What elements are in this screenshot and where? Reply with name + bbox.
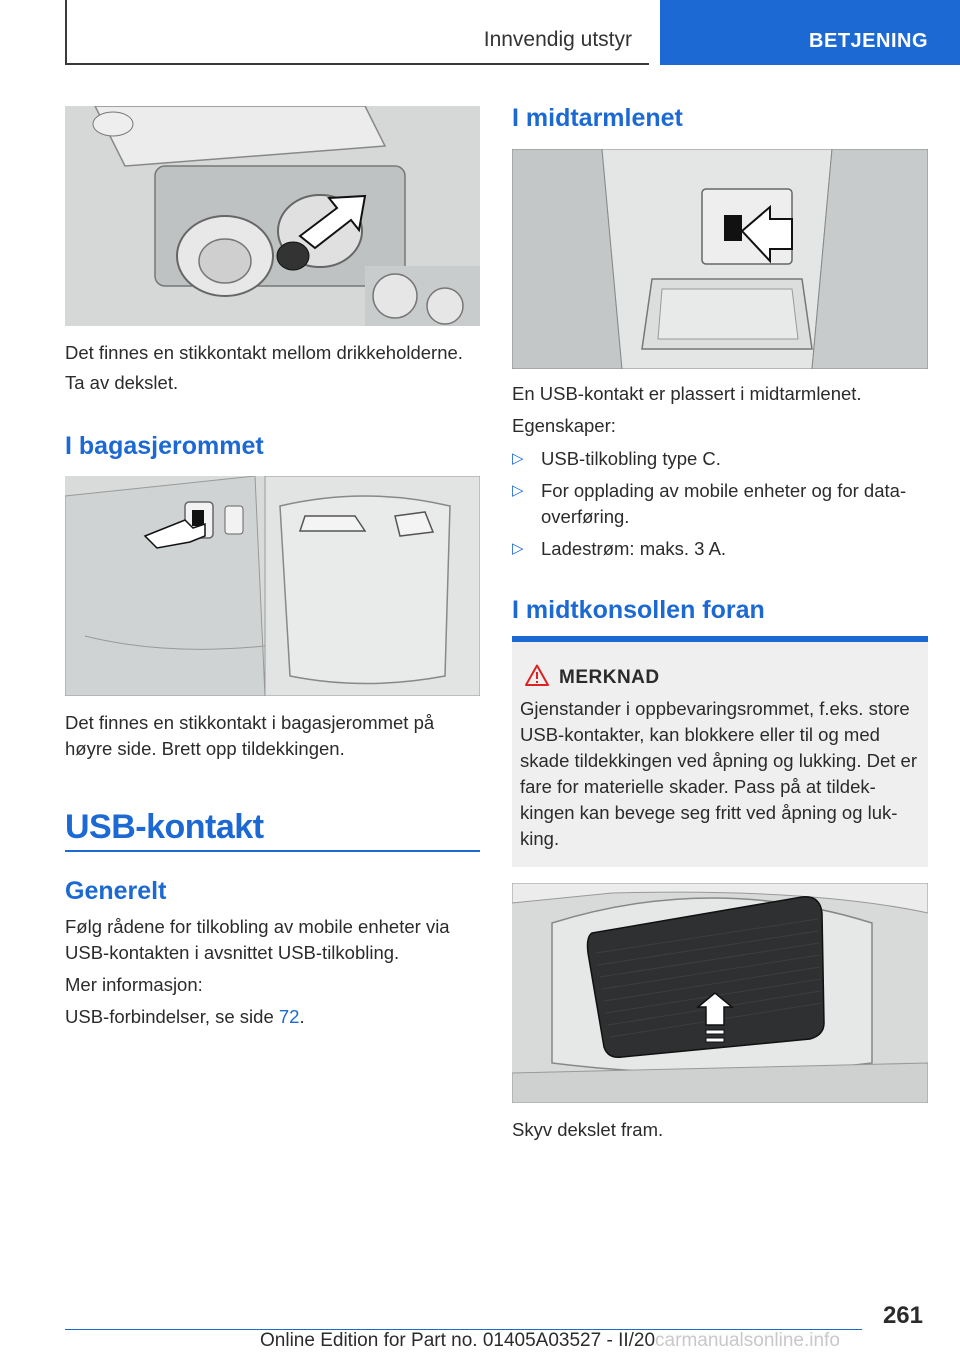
paragraph-properties: Egenskaper: [512, 415, 616, 436]
notice-body: Gjenstander i oppbevaringsrommet, f.eks. store USB-kontakter, kan blokkere eller til og med skade tildekkingen ved åpning og lukking. Det er fare for materielle skader. Pass på at tildekkingen kan bevege seg fritt ved åpning og lukking. [520, 698, 917, 849]
console-cover-illustration [512, 883, 928, 1103]
chapter-label: BETJENING [809, 30, 928, 52]
bullet-item [512, 536, 928, 564]
heading-usb-kontakt: USB-kontakt [65, 808, 264, 846]
chapter-tab [660, 0, 960, 65]
paragraph-slide-cover: Skyv dekslet fram. [512, 1119, 664, 1140]
triangle-bullet-icon: ▷ [512, 482, 524, 499]
paragraph-cupholder: Det finnes en stikkontakt mellom drikkeholderne. [65, 342, 463, 363]
page-number: 261 [882, 1302, 923, 1329]
heading-midtarmlenet: I midtarmlenet [512, 104, 683, 132]
console-cover-drawing [512, 883, 928, 1103]
watermark-text: carmanualsonline.info [655, 1330, 840, 1351]
bullet-text: For opplading av mobile enheter og for dataoverføring. [541, 480, 907, 527]
paragraph-usb-reference [65, 1004, 480, 1030]
usb-reference-text: USB-forbindelser, se side [65, 1006, 279, 1027]
header-left-border [65, 0, 67, 65]
heading-bagasjerommet: I bagasjerommet [65, 432, 264, 460]
bullet-text: Ladestrøm: maks. 3 A. [541, 538, 727, 559]
paragraph-luggage-socket: Det finnes en stikkontakt i bagasjerommet på høyre side. Brett opp tildekkingen. [65, 712, 435, 759]
warning-triangle-icon [525, 664, 549, 686]
header-rule [65, 63, 649, 65]
triangle-bullet-icon: ▷ [512, 540, 524, 557]
footer-edition [260, 1330, 960, 1352]
luggage-socket-drawing [65, 476, 480, 696]
notice-top-bar [512, 636, 928, 642]
paragraph-remove-cover: Ta av dekslet. [65, 372, 179, 393]
heading-generelt: Generelt [65, 877, 167, 905]
cupholder-socket-drawing [65, 106, 480, 326]
armrest-usb-illustration [512, 149, 928, 369]
bullet-item [512, 478, 928, 534]
paragraph-more-info: Mer informasjon: [65, 974, 203, 995]
cupholder-socket-illustration [65, 106, 480, 326]
paragraph-armrest-usb: En USB-kontakt er plassert i midtarmlenet. [512, 383, 862, 404]
page-link-72[interactable]: 72 [278, 1006, 300, 1027]
heading-midtkonsollen: I midtkonsollen foran [512, 596, 765, 624]
armrest-usb-drawing [512, 149, 928, 369]
bullet-item [512, 446, 928, 474]
section-title: Innvendig utstyr [483, 28, 632, 51]
usb-reference-period: . [299, 1006, 305, 1027]
edition-text: Online Edition for Part no. 01405A03527 - II/20 [260, 1330, 656, 1351]
heading-usb-rule [65, 850, 480, 852]
paragraph-general-advice: Følg rådene for tilkobling av mobile enheter via USB-kontakten i avsnittet USB-tilkobling. [65, 916, 450, 963]
bullet-text: USB-tilkobling type C. [541, 448, 721, 469]
notice-title: MERKNAD [559, 667, 660, 688]
luggage-socket-illustration [65, 476, 480, 696]
notice-box [512, 636, 928, 867]
triangle-bullet-icon: ▷ [512, 450, 524, 467]
